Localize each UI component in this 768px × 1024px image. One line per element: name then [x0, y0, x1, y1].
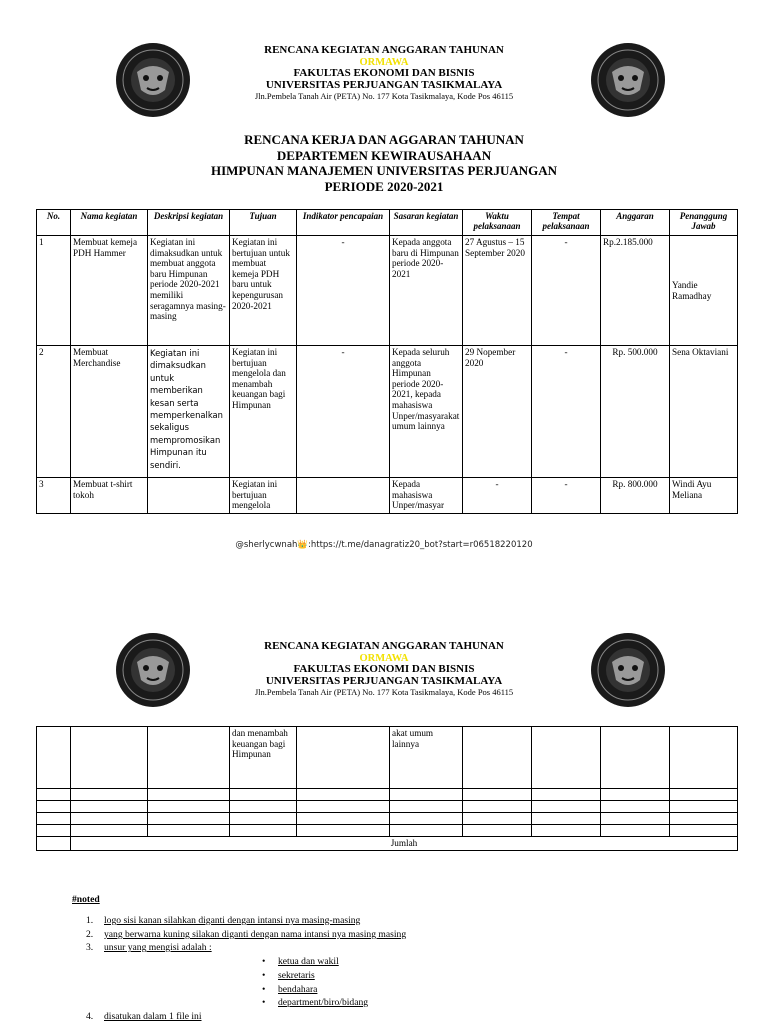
title-line2: DEPARTEMEN KEWIRAUSAHAAN	[276, 147, 492, 163]
cell-tujuan: Kegiatan ini bertujuan mengelola	[230, 478, 297, 514]
total-label: Jumlah	[71, 837, 738, 851]
letterhead-faculty: FAKULTAS EKONOMI DAN BISNIS	[293, 663, 475, 675]
table-row	[37, 727, 738, 789]
cell-anggaran: Rp. 800.000	[601, 478, 670, 514]
table-row	[37, 813, 738, 825]
letterhead-ormawa: ORMAWA	[359, 56, 409, 68]
table-row	[37, 478, 738, 514]
total-row	[37, 837, 738, 851]
header-anggaran: Anggaran	[601, 210, 670, 236]
header-waktu: Waktu pelaksanaan	[463, 210, 532, 236]
cell-waktu: 29 Nopember 2020	[463, 346, 532, 478]
header-no: No.	[37, 210, 71, 236]
cell-pj: Sena Oktaviani	[670, 346, 738, 478]
title-line1: RENCANA KERJA DAN AGGARAN TAHUNAN	[244, 132, 524, 147]
letterhead-address: Jln.Pembela Tanah Air (PETA) No. 177 Kota Tasikmalaya, Kode Pos 46115	[254, 687, 514, 697]
notes-heading: #noted	[72, 894, 100, 905]
cell-nama: Membuat t-shirt tokoh	[71, 478, 148, 514]
header-nama-kegiatan: Nama kegiatan	[71, 210, 148, 236]
cell-sasaran: Kepada mahasiswa Unper/masyar	[390, 478, 463, 514]
cell-deskripsi: Kegiatan ini dimaksudkan untuk membuat anggota baru Himpunan periode 2020-2021 memiliki seragamnya masing-masing	[148, 236, 230, 346]
institution-logo-right	[590, 632, 666, 708]
header-deskripsi: Deskripsi kegiatan	[148, 210, 230, 236]
notes-bullet: • department/biro/bidang	[262, 997, 369, 1008]
table-row	[37, 236, 738, 346]
notes-bullet: • sekretaris	[262, 970, 315, 981]
header-tujuan: Tujuan	[230, 210, 297, 236]
table-header-row	[37, 210, 738, 236]
header-tempat: Tempat pelaksanaan	[532, 210, 601, 236]
notes-item-2: 2. yang berwarna kuning silakan diganti dengan nama intansi nya masing masing	[86, 929, 407, 940]
cell-tujuan-continued: dan menambah keuangan bagi Himpunan	[230, 727, 297, 789]
cell-no: 3	[37, 478, 71, 514]
institution-logo-right	[590, 42, 666, 118]
cell-tempat: -	[532, 236, 601, 346]
table-row	[37, 801, 738, 813]
cell-no: 1	[37, 236, 71, 346]
cell-indikator	[297, 478, 390, 514]
cell-waktu: 27 Agustus – 15 September 2020	[463, 236, 532, 346]
table-row	[37, 825, 738, 837]
letterhead-address: Jln.Pembela Tanah Air (PETA) No. 177 Kota Tasikmalaya, Kode Pos 46115	[254, 91, 514, 101]
cell-waktu: -	[463, 478, 532, 514]
cell-anggaran: Rp.2.185.000	[601, 236, 670, 346]
header-indikator: Indikator pencapaian	[297, 210, 390, 236]
notes-item-3: 3. unsur yang mengisi adalah :	[86, 942, 212, 953]
cell-no: 2	[37, 346, 71, 478]
university-logo-left	[115, 632, 191, 708]
notes-number: 2.	[86, 929, 94, 940]
cell-deskripsi	[148, 478, 230, 514]
cell-sasaran-continued: akat umum lainnya	[390, 727, 463, 789]
letterhead-line1: RENCANA KEGIATAN ANGGARAN TAHUNAN	[264, 44, 504, 56]
letterhead	[190, 45, 578, 103]
document-title	[120, 132, 648, 194]
notes-bullet: • ketua dan wakil	[262, 956, 339, 967]
budget-table-continued	[36, 726, 738, 851]
watermark-link[interactable]: @sherlycwnah👑:https://t.me/danagratiz20_bot?start=r06518220120	[235, 540, 533, 550]
cell-anggaran: Rp. 500.000	[601, 346, 670, 478]
notes-item-4: 4. disatukan dalam 1 file ini	[86, 1011, 202, 1022]
letterhead-university: UNIVERSITAS PERJUANGAN TASIKMALAYA	[265, 674, 503, 687]
cell-pj: Windi Ayu Meliana	[670, 478, 738, 514]
header-sasaran: Sasaran kegiatan	[390, 210, 463, 236]
cell-sasaran: Kepada anggota baru di Himpunan periode 2020-2021	[390, 236, 463, 346]
notes-bullet: • bendahara	[262, 984, 318, 995]
cell-indikator: -	[297, 236, 390, 346]
table-row	[37, 789, 738, 801]
letterhead-ormawa: ORMAWA	[359, 652, 409, 664]
cell-tempat: -	[532, 478, 601, 514]
budget-table	[36, 209, 738, 514]
header-penanggung-jawab: Penanggung Jawab	[670, 210, 738, 236]
cell-tujuan: Kegiatan ini bertujuan mengelola dan menambah keuangan bagi Himpunan	[230, 346, 297, 478]
cell-nama: Membuat Merchandise	[71, 346, 148, 478]
cell-tujuan: Kegiatan ini bertujuan untuk membuat kemeja PDH baru untuk kepengurusan 2020-2021	[230, 236, 297, 346]
notes-number: 3.	[86, 942, 94, 953]
notes-number: 4.	[86, 1011, 94, 1022]
notes-item-1: 1. logo sisi kanan silahkan diganti dengan intansi nya masing-masing	[86, 915, 361, 926]
letterhead	[190, 641, 578, 699]
cell-tempat: -	[532, 346, 601, 478]
notes-number: 1.	[86, 915, 94, 926]
table-row	[37, 346, 738, 478]
cell-deskripsi: Kegiatan ini dimaksudkan untuk memberikan kesan serta memperkenalkan sekaligus mempromosikan Himpunan itu sendiri.	[148, 346, 230, 478]
letterhead-faculty: FAKULTAS EKONOMI DAN BISNIS	[293, 67, 475, 79]
letterhead-university: UNIVERSITAS PERJUANGAN TASIKMALAYA	[265, 78, 503, 91]
title-line4: PERIODE 2020-2021	[324, 178, 444, 194]
cell-pj: Yandie Ramadhay	[670, 236, 738, 346]
university-logo-left	[115, 42, 191, 118]
cell-indikator: -	[297, 346, 390, 478]
title-line3: HIMPUNAN MANAJEMEN UNIVERSITAS PERJUANGAN	[210, 163, 558, 178]
cell-sasaran: Kepada seluruh anggota Himpunan periode 2020-2021, kepada mahasiswa Unper/masyarakat umum lainnya	[390, 346, 463, 478]
cell-nama: Membuat kemeja PDH Hammer	[71, 236, 148, 346]
letterhead-line1: RENCANA KEGIATAN ANGGARAN TAHUNAN	[264, 640, 504, 652]
